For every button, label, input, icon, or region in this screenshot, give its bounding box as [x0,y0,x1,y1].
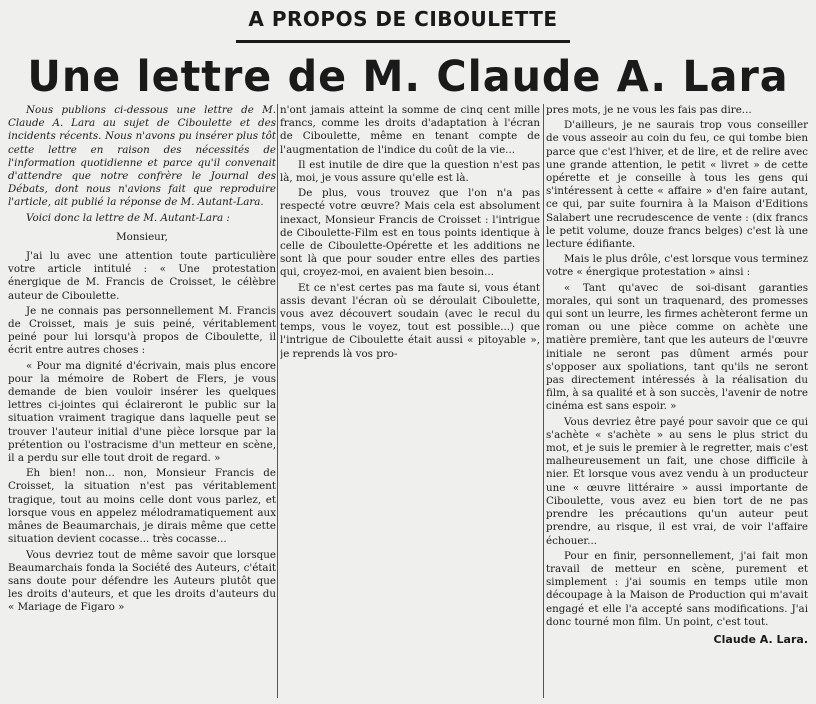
paragraph: Eh bien! non... non, Monsieur Francis de Croisset, la situation n'est pas véritablement tragique, tout au moins celle dont vous parlez, et lorsque vous en appelez mélodramatiquement aux mânes de Beaumarchais, je dirais même que cette situation devient cocasse... très cocasse... [8,467,276,546]
article-column-2 [280,104,540,700]
paragraph: Vous devriez tout de même savoir que lorsque Beaumarchais fonda la Société des Auteurs, c'était sans doute pour défendre les Auteurs plutôt que les droits d'auteurs, et que les droits d'auteurs du « Mariage de Figaro » [8,548,276,614]
paragraph: D'ailleurs, je ne saurais trop vous conseiller de vous asseoir au coin du feu, ce qui tombe bien parce que c'est l'hiver, et de lire, et de relire avec une grande attention, le petit « livret » de cette opérette et je conseille à tous les gens qui s'intéressent à cette « affaire » d'en faire autant, ce qui, par suite fournira à la Maison d'Editions Salabert une recrudescence de vente : (dix francs le petit volume, douze francs belges) c'est là une lecture édifiante. [546,119,808,251]
paragraph: Je ne connais pas personnellement M. Francis de Croisset, mais je suis peiné, véritablement peiné pour lui lorsqu'à propos de Ciboulette, il écrit entre autres choses : [8,304,276,357]
article-headline: Une lettre de M. Claude A. Lara [27,52,789,102]
paragraph: Mais le plus drôle, c'est lorsque vous terminez votre « énergique protestation » ainsi : [546,253,808,279]
editorial-intro: Nous publions ci-dessous une lettre de M. Claude A. Lara au sujet de Ciboulette et des incidents récents. Nous n'avons pu insérer plus tôt cette lettre en raison des nécessités de l'information quotidienne et parce qu'il convenait d'attendre que notre confrère le Journal des Débats, dont nous n'avions fait que reproduire l'article, ait publié la réponse de M. Autant-Lara. [8,104,276,209]
article-column-1 [8,104,276,700]
letter-salutation: Monsieur, [116,230,168,243]
paragraph: n'ont jamais atteint la somme de cinq cent mille francs, comme les droits d'adaptation à l'écran de Ciboulette, même en tenant compte de l'augmentation de l'indice du coût de la vie... [280,104,540,156]
section-kicker: A PROPOS DE CIBOULETTE [236,6,570,43]
column-divider [277,104,278,698]
column-divider [543,104,544,698]
paragraph: J'ai lu avec une attention toute particulière votre article intitulé : « Une protestation énergique de M. Francis de Croisset, le célèbre auteur de Ciboulette. [8,250,276,302]
paragraph: Vous devriez être payé pour savoir que ce qui s'achète « s'achète » au sens le plus strict du mot, et je suis le premier à le regretter, mais c'est malheureusement un fait, une chose difficile à nier. Et lorsque vous avez vendu à un producteur une « œuvre littéraire » aussi importante de Ciboulette, vous avez eu bien tort de ne pas prendre les précautions qu'un auteur peut prendre, au risque, il est vrai, de voir l'affaire échouer... [546,415,808,547]
paragraph: Il est inutile de dire que la question n'est pas là, moi, je vous assure qu'elle est là. [280,158,540,185]
paragraph: De plus, vous trouvez que l'on n'a pas respecté votre œuvre? Mais cela est absolument inexact, Monsieur Francis de Croisset : l'intrigue de Ciboulette-Film est en tous points identique à celle de Ciboulette-Opérette et les additions ne sont là que pour souder entre elles des parties qui, croyez-moi, en avaient bien besoin... [280,187,540,279]
paragraph: « Tant qu'avec de soi-disant garanties morales, qui sont un traquenard, des promesses qui sont un leurre, les firmes achèteront ferme un roman ou une pièce comme on achète une matière première, tant que les auteurs de l'œuvre initiale ne seront pas dûment armés pour s'opposer aux spoliations, tant qu'ils ne seront pas directement intéressés à la réalisation du film, à sa qualité et à son succès, l'avenir de notre cinéma est sans espoir. » [546,281,808,413]
article-column-3 [546,104,808,700]
letter-signature: Claude A. Lara. [713,632,808,646]
editorial-intro-2: Voici donc la lettre de M. Autant-Lara : [26,211,230,224]
paragraph: Pour en finir, personnellement, j'ai fait mon travail de metteur en scène, purement et simplement : j'ai soumis en temps utile mon découpage à la Maison de Production qui m'avait engagé et elle l'a accepté sans modifications. J'ai donc tourné mon film. Un point, c'est tout. [546,549,808,628]
paragraph: Et ce n'est certes pas ma faute si, vous étant assis devant l'écran où se déroulait Ciboulette, vous avez découvert soudain (avec le recul du temps, vous le voyez, tout est possible...) que l'intrigue de Ciboulette était aussi « pitoyable », je reprends là vos pro- [280,281,540,360]
paragraph: « Pour ma dignité d'écrivain, mais plus encore pour la mémoire de Robert de Flers, je vous demande de bien vouloir insérer les quelques lettres ci-jointes qui éclaireront le public sur la situation vraiment tragique dans laquelle peut se trouver l'auteur initial d'une pièce lorsque par la prétention ou l'ostracisme d'un metteur en scène, il a perdu sur elle tout droit de regard. » [8,359,276,465]
paragraph: pres mots, je ne vous les fais pas dire... [546,104,752,116]
